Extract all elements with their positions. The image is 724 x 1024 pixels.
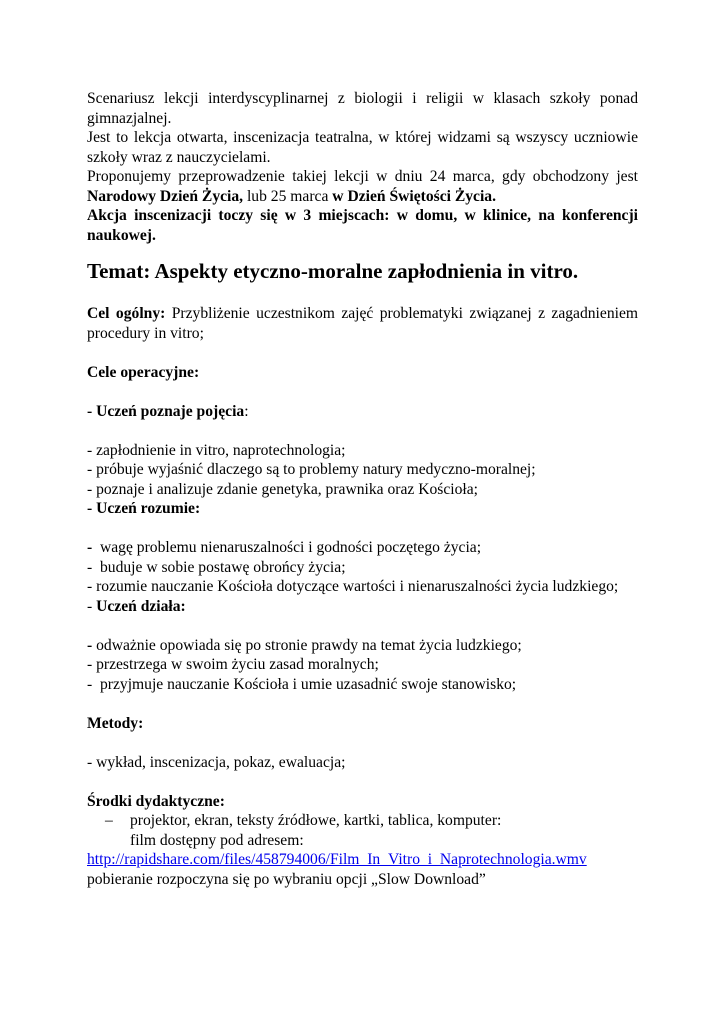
list-item: - przestrzega w swoim życiu zasad moralnych;	[87, 656, 379, 673]
intro-scenario: Scenariusz lekcji interdyscyplinarnej z biologii i religii w klasach szkoły ponad gimnazjalnej.	[87, 90, 638, 127]
teaching-aids-text: projektor, ekran, teksty źródłowe, kartki, tablica, komputer:	[130, 812, 502, 829]
intro-dates-text: Proponujemy przeprowadzenie takiej lekcji w dniu 24 marca, gdy obchodzony jest	[87, 168, 638, 185]
methods-heading: Metody:	[87, 714, 144, 732]
list-item: - rozumie nauczanie Kościoła dotyczące wartości i nienaruszalności życia ludzkiego;	[87, 578, 619, 595]
learns-heading-colon: :	[244, 402, 249, 420]
lesson-title: Temat: Aspekty etyczno-moralne zapłodnienia in vitro.	[87, 259, 579, 283]
list-item	[87, 636, 638, 656]
list-item	[87, 538, 638, 558]
intro-action-places: Akcja inscenizacji toczy się w 3 miejscach: w domu, w klinice, na konferencji naukowej.	[87, 207, 638, 244]
teaching-aids-item	[87, 811, 638, 850]
list-dash: -	[87, 539, 93, 556]
general-goal	[87, 304, 638, 343]
list-dash: -	[87, 636, 93, 654]
teaching-aids-heading: Środki dydaktyczne:	[87, 792, 225, 810]
learns-heading-text: - Uczeń poznaje pojęcia	[87, 402, 245, 420]
download-note: pobieranie rozpoczyna się po wybraniu opcji „Slow Download”	[87, 870, 486, 888]
intro-dates	[87, 167, 638, 206]
list-item: - zapłodnienie in vitro, naprotechnologia;	[87, 441, 346, 459]
list-item-text: wagę problemu nienaruszalności i godności poczętego życia;	[92, 539, 482, 556]
list-item: - poznaje i analizuje zdanie genetyka, prawnika oraz Kościoła;	[87, 480, 478, 498]
operational-goals-heading: Cele operacyjne:	[87, 363, 200, 381]
acts-heading-text: Uczeń działa:	[96, 597, 186, 615]
general-goal-label: Cel ogólny:	[87, 305, 166, 322]
understands-heading: - Uczeń rozumie:	[87, 500, 201, 517]
document-page	[87, 89, 638, 889]
list-dash: –	[105, 812, 113, 829]
acts-heading	[87, 597, 638, 617]
sanctity-life-day: w Dzień Świętości Życia.	[332, 187, 496, 205]
list-item: - buduje w sobie postawę obrońcy życia;	[87, 558, 346, 576]
methods-text: - wykład, inscenizacja, pokaz, ewaluacja;	[87, 753, 346, 771]
general-goal-text: Przybliżenie uczestnikom zajęć problematyki związanej z zagadnieniem procedury in vitro;	[87, 305, 638, 342]
film-address-label: film dostępny pod adresem:	[130, 831, 304, 849]
intro-dates-or: lub 25 marca	[243, 187, 333, 205]
list-item-text: odważnie opowiada się po stronie prawdy na temat życia ludzkiego;	[92, 636, 522, 654]
learns-heading	[87, 402, 638, 422]
acts-dash: -	[87, 597, 97, 615]
list-item: - próbuje wyjaśnić dlaczego są to problemy natury medyczno-moralnej;	[87, 461, 536, 478]
film-link[interactable]: http://rapidshare.com/files/458794006/Film_In_Vitro_i_Naprotechnologia.wmv	[87, 851, 587, 868]
national-life-day: Narodowy Dzień Życia,	[87, 187, 244, 205]
list-item: - przyjmuje nauczanie Kościoła i umie uzasadnić swoje stanowisko;	[87, 675, 517, 693]
intro-open-lesson: Jest to lekcja otwarta, inscenizacja teatralna, w której widzami są wszyscy uczniowie szkoły wraz z nauczycielami.	[87, 129, 638, 166]
